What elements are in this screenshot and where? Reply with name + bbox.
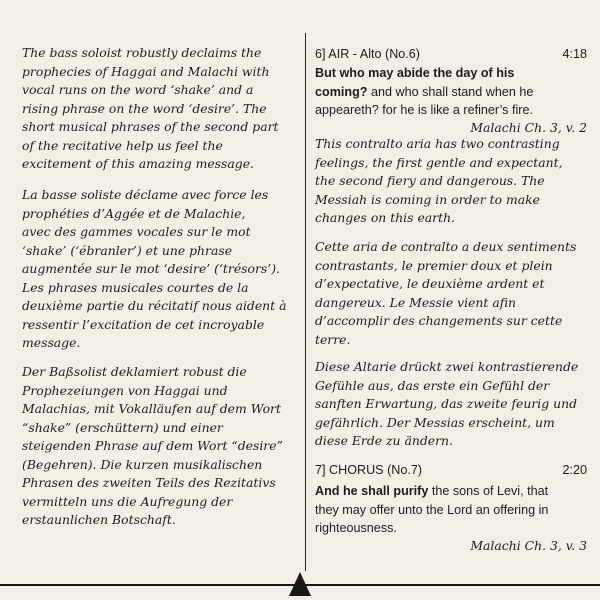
chorus-heading-row <box>315 461 587 479</box>
air-lyric-text-2: and who shall stand when he <box>367 84 534 99</box>
air-lyric-text-3: appeareth? for he is like a refiner’s fire. <box>315 103 533 117</box>
air-french-commentary: Cette aria de contralto a deux sentiments contrastants, le premier doux et plein d’expectative, le deuxième ardent et dangereux. Le Messie vient afin d’accomplir des changements sur cette terre. <box>315 239 577 347</box>
chorus-heading: 7] CHORUS (No.7) <box>315 463 423 477</box>
triangle-marker-icon <box>289 572 311 596</box>
air-reference: Malachi Ch. 3, v. 2 <box>470 120 587 135</box>
air-lyrics <box>315 64 587 120</box>
column-divider <box>305 33 306 571</box>
chorus-lyrics <box>315 482 587 538</box>
chorus-time: 2:20 <box>562 463 587 477</box>
chorus-reference: Malachi Ch. 3, v. 3 <box>470 538 587 553</box>
air-heading: 6] AIR - Alto (No.6) <box>315 47 420 61</box>
chorus-lyric-text-2: they may offer unto the Lord an offering in <box>315 502 549 517</box>
air-lyric-bold-1: But who may abide the day of his <box>315 66 515 80</box>
english-commentary: The bass soloist robustly declaims the prophecies of Haggai and Malachi with vocal runs on the word ‘shake’ and a rising phrase on the word ‘desire’. The short musical phrases of the second part of the recitative help us feel the excitement of this amazing message. <box>22 45 279 171</box>
french-commentary: La basse soliste déclame avec force les prophéties d’Aggée et de Malachie, avec des gammes vocales sur le mot ‘shake’ (‘ébranler’) et une phrase augmentée sur le mot ‘desire’ (‘trésors’). Les phrases musicales courtes de la deuxième partie du récitatif nous aident à ressentir l’excitation de cet incroyable message. <box>22 187 287 350</box>
air-english-commentary: This contralto aria has two contrasting feelings, the first gentle and expectant, the second fiery and dangerous. The Messiah is coming in order to make changes on this earth. <box>315 136 563 225</box>
air-heading-row <box>315 45 587 63</box>
chorus-lyric-text-3: righteousness. <box>315 521 397 535</box>
german-commentary: Der Baßsolist deklamiert robust die Prophezeiungen von Haggai und Malachias, mit Vokalläufen auf dem Wort “shake” (erschüttern) und einer steigenden Phrase auf dem Wort “desire” (Begehren). Die kurzen musikalischen Phrasen des zweiten Teils des Rezitativs vermitteln uns die Aufregung der erstaunlichen Botschaft. <box>22 364 283 527</box>
chorus-lyric-text-1: the sons of Levi, that <box>428 484 549 498</box>
air-german-commentary: Diese Altarie drückt zwei kontrastierende Gefühle aus, das erste ein Gefühl der sanften Erwartung, das zweite feurig und gefährlich. Der Messias erscheint, um diese Erde zu ändern. <box>315 359 579 448</box>
air-time: 4:18 <box>562 47 587 61</box>
air-lyric-bold-2: coming? <box>315 84 368 99</box>
chorus-lyric-bold: And he shall purify <box>315 484 429 498</box>
